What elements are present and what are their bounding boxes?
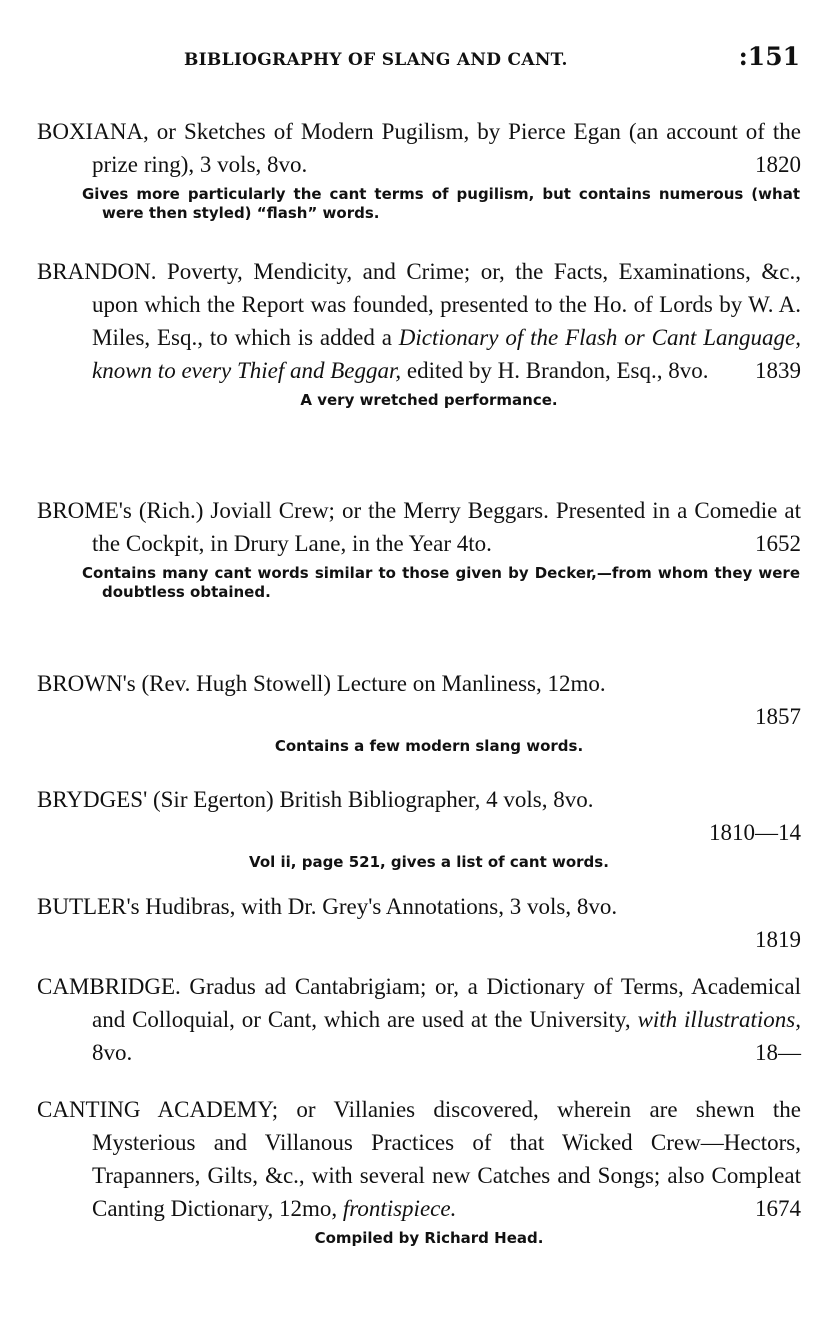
bibliography-entry-brome — [0, 494, 840, 602]
bibliography-entry-boxiana — [0, 115, 840, 223]
entry-text — [37, 115, 801, 181]
entry-description: (Rich.) Joviall Crew; or the Merry Beggars. Presented in a Comedie at the Cockpit, in Drury Lane, in the Year 4to. — [92, 498, 801, 556]
entry-note: Contains many cant words similar to those given by Decker,—from whom they were doubtless obtained. — [82, 564, 800, 601]
bibliography-entry-brandon — [0, 255, 840, 410]
bibliography-entry-canting-academy — [0, 1093, 840, 1248]
entry-head: BRYDGES' — [37, 787, 148, 812]
entry-note: A very wretched performance. — [300, 391, 558, 409]
entry-year: 1839 — [755, 358, 801, 383]
bibliography-entry-brydges — [0, 783, 840, 872]
entry-year: 1652 — [755, 531, 801, 556]
entry-year: 1819 — [755, 927, 801, 952]
entry-year: 1674 — [755, 1196, 801, 1221]
entry-italic-note: with illustrations, — [637, 1007, 801, 1032]
entry-description: Gradus ad Cantabrigiam; or, a Dictionary of Terms, Academical and Colloquial, or Cant, which are used at the University, — [92, 974, 801, 1032]
running-title: BIBLIOGRAPHY OF SLANG AND CANT. — [184, 50, 568, 70]
entry-description: (Rev. Hugh Stowell) Lecture on Manliness, 12mo. — [135, 671, 606, 696]
bibliography-entry-brown — [0, 667, 840, 756]
entry-note: Vol ii, page 521, gives a list of cant words. — [249, 853, 609, 871]
entry-text — [37, 970, 801, 1069]
entry-description: or Villanies discovered, wherein are shewn the Mysterious and Villanous Practices of that Wicked Crew—Hectors, Trapanners, Gilts, &c., with several new Catches and Songs; also Compleat Canting Dictionary, 12mo, — [92, 1097, 802, 1221]
running-head — [0, 44, 840, 78]
entry-year: 1820 — [755, 152, 801, 177]
entry-head: BROWN's — [37, 671, 136, 696]
entry-text — [37, 494, 801, 560]
bibliography-entry-butler — [0, 890, 840, 956]
entry-text — [37, 783, 801, 849]
entry-head: CAMBRIDGE. — [37, 974, 181, 999]
entry-head: BOXIANA, — [37, 119, 149, 144]
entry-description-end: edited by H. Brandon, Esq., 8vo. — [401, 358, 709, 383]
entry-italic-title: Dictionary of the Flash or Cant Language, known to every Thief and Beggar, — [92, 325, 801, 383]
entry-description: Poverty, Mendicity, and Crime; or, the Facts, Examinations, &c., upon which the Report was founded, presented to the Ho. of Lords by W. A. Miles, Esq., to which is added a — [92, 259, 801, 350]
entry-description: Hudibras, with Dr. Grey's Annotations, 3 vols, 8vo. — [139, 894, 618, 919]
page-number: :151 — [738, 42, 800, 71]
entry-year: 18— — [755, 1040, 801, 1065]
entry-text — [37, 890, 801, 956]
entry-head: BUTLER's — [37, 894, 140, 919]
entry-text — [37, 667, 801, 733]
entry-note: Contains a few modern slang words. — [274, 737, 584, 755]
entry-description-end: 8vo. — [92, 1040, 133, 1065]
entry-text — [37, 255, 801, 387]
entry-year: 1810—14 — [709, 820, 801, 845]
entry-note: Compiled by Richard Head. — [314, 1229, 544, 1247]
entry-note: Gives more particularly the cant terms of pugilism, but contains numerous (what were then styled) “flash” words. — [82, 185, 800, 222]
entry-head: BROME's — [37, 498, 132, 523]
entry-text — [37, 1093, 802, 1225]
entry-year: 1857 — [755, 704, 801, 729]
entry-description: or Sketches of Modern Pugilism, by Pierce Egan (an account of the prize ring), 3 vols, 8vo. — [92, 119, 801, 177]
entry-description: (Sir Egerton) British Bibliographer, 4 vols, 8vo. — [147, 787, 594, 812]
entry-head: CANTING ACADEMY; — [37, 1097, 279, 1122]
entry-head: BRANDON. — [37, 259, 157, 284]
entry-italic-note: frontispiece. — [342, 1196, 457, 1221]
bibliography-entry-cambridge — [0, 970, 840, 1069]
